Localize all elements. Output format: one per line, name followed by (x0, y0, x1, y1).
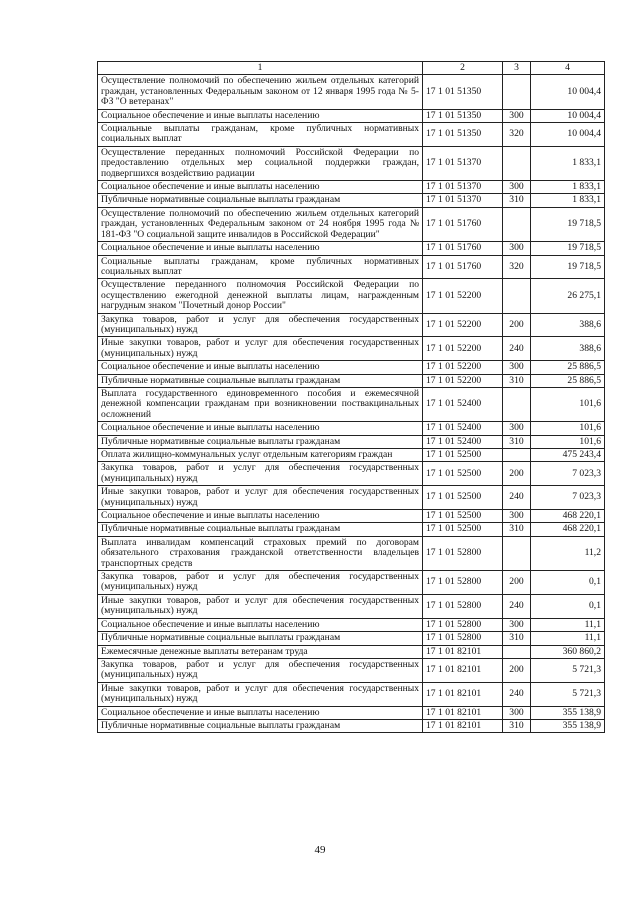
cell-code: 17 1 01 51350 (423, 75, 503, 109)
cell-code: 17 1 01 51370 (423, 181, 503, 194)
cell-amount: 11,1 (531, 632, 605, 645)
cell-code: 17 1 01 82101 (423, 658, 503, 682)
cell-amount: 355 138,9 (531, 719, 605, 732)
cell-name: Публичные нормативные социальные выплаты гражданам (98, 374, 423, 387)
cell-name: Закупка товаров, работ и услуг для обеспечения государственных (муниципальных) нужд (98, 571, 423, 595)
cell-amount: 25 886,5 (531, 374, 605, 387)
cell-vr (503, 207, 531, 241)
cell-code: 17 1 01 82101 (423, 719, 503, 732)
table-row (98, 645, 605, 658)
table-row (98, 361, 605, 374)
cell-vr: 240 (503, 594, 531, 618)
table-body (98, 75, 605, 733)
cell-vr (503, 449, 531, 462)
cell-vr: 310 (503, 194, 531, 207)
cell-vr: 300 (503, 181, 531, 194)
cell-amount: 1 833,1 (531, 181, 605, 194)
cell-name: Осуществление полномочий по обеспечению жильем отдельных категорий граждан, установленных Федеральным законом от 12 января 1995 года № 5-ФЗ "О ветеранах" (98, 75, 423, 109)
cell-amount: 7 023,3 (531, 462, 605, 486)
cell-name: Социальное обеспечение и иные выплаты населению (98, 361, 423, 374)
cell-code: 17 1 01 51760 (423, 242, 503, 255)
cell-amount: 475 243,4 (531, 449, 605, 462)
cell-vr: 240 (503, 486, 531, 510)
cell-vr: 310 (503, 523, 531, 536)
table-row (98, 706, 605, 719)
column-header-name: 1 (98, 62, 423, 75)
table-row (98, 279, 605, 313)
table-row (98, 313, 605, 337)
cell-code: 17 1 01 52800 (423, 536, 503, 570)
column-number-row (98, 62, 605, 75)
column-header-code: 2 (423, 62, 503, 75)
table-row (98, 658, 605, 682)
cell-code: 17 1 01 82101 (423, 706, 503, 719)
cell-amount: 11,1 (531, 618, 605, 631)
cell-amount: 1 833,1 (531, 194, 605, 207)
cell-amount: 468 220,1 (531, 523, 605, 536)
cell-vr: 320 (503, 255, 531, 279)
cell-code: 17 1 01 51350 (423, 123, 503, 147)
cell-amount: 1 833,1 (531, 146, 605, 180)
cell-name: Выплата инвалидам компенсаций страховых премий по договорам обязательного страхования гражданской ответственности владельцев транспортных средств (98, 536, 423, 570)
cell-vr: 300 (503, 510, 531, 523)
table-row (98, 146, 605, 180)
cell-code: 17 1 01 52200 (423, 337, 503, 361)
table-row (98, 594, 605, 618)
cell-name: Иные закупки товаров, работ и услуг для обеспечения государственных (муниципальных) нужд (98, 486, 423, 510)
cell-name: Социальное обеспечение и иные выплаты населению (98, 242, 423, 255)
cell-code: 17 1 01 52400 (423, 435, 503, 448)
cell-vr: 300 (503, 361, 531, 374)
cell-vr: 320 (503, 123, 531, 147)
cell-code: 17 1 01 51370 (423, 146, 503, 180)
table-row (98, 181, 605, 194)
cell-name: Иные закупки товаров, работ и услуг для обеспечения государственных (муниципальных) нужд (98, 337, 423, 361)
table-row (98, 109, 605, 122)
cell-code: 17 1 01 51370 (423, 194, 503, 207)
cell-amount: 19 718,5 (531, 242, 605, 255)
table-row (98, 75, 605, 109)
table-row (98, 207, 605, 241)
cell-amount: 0,1 (531, 571, 605, 595)
cell-name: Социальные выплаты гражданам, кроме публичных нормативных социальных выплат (98, 255, 423, 279)
cell-vr: 300 (503, 242, 531, 255)
cell-name: Публичные нормативные социальные выплаты гражданам (98, 523, 423, 536)
cell-amount: 19 718,5 (531, 207, 605, 241)
column-header-vr: 3 (503, 62, 531, 75)
cell-name: Социальное обеспечение и иные выплаты населению (98, 618, 423, 631)
cell-code: 17 1 01 82101 (423, 682, 503, 706)
cell-vr: 310 (503, 632, 531, 645)
cell-amount: 25 886,5 (531, 361, 605, 374)
cell-name: Иные закупки товаров, работ и услуг для обеспечения государственных (муниципальных) нужд (98, 594, 423, 618)
cell-vr: 240 (503, 337, 531, 361)
cell-amount: 11,2 (531, 536, 605, 570)
cell-vr (503, 146, 531, 180)
table-row (98, 449, 605, 462)
cell-code: 17 1 01 52200 (423, 279, 503, 313)
table-row (98, 194, 605, 207)
table-row (98, 682, 605, 706)
cell-code: 17 1 01 51760 (423, 255, 503, 279)
cell-vr: 300 (503, 422, 531, 435)
table-row (98, 510, 605, 523)
cell-amount: 10 004,4 (531, 123, 605, 147)
cell-name: Публичные нормативные социальные выплаты гражданам (98, 632, 423, 645)
table-row (98, 618, 605, 631)
cell-code: 17 1 01 52800 (423, 594, 503, 618)
cell-amount: 5 721,3 (531, 658, 605, 682)
cell-code: 17 1 01 52500 (423, 486, 503, 510)
table-row (98, 255, 605, 279)
table-row (98, 719, 605, 732)
cell-code: 17 1 01 52800 (423, 632, 503, 645)
cell-name: Социальное обеспечение и иные выплаты населению (98, 422, 423, 435)
cell-name: Социальное обеспечение и иные выплаты населению (98, 706, 423, 719)
column-header-amount: 4 (531, 62, 605, 75)
cell-amount: 355 138,9 (531, 706, 605, 719)
cell-name: Закупка товаров, работ и услуг для обеспечения государственных (муниципальных) нужд (98, 462, 423, 486)
cell-amount: 26 275,1 (531, 279, 605, 313)
page-number: 49 (314, 844, 326, 856)
cell-name: Ежемесячные денежные выплаты ветеранам труда (98, 645, 423, 658)
table-row (98, 242, 605, 255)
table-row (98, 337, 605, 361)
cell-name: Оплата жилищно-коммунальных услуг отдельным категориям граждан (98, 449, 423, 462)
cell-vr (503, 279, 531, 313)
cell-name: Осуществление полномочий по обеспечению жильем отдельных категорий граждан, установленных Федеральным законом от 24 ноября 1995 года № 181-ФЗ "О социальной защите инвалидов в Российской Федерации" (98, 207, 423, 241)
cell-vr: 200 (503, 658, 531, 682)
cell-amount: 5 721,3 (531, 682, 605, 706)
cell-amount: 101,6 (531, 435, 605, 448)
table-row (98, 374, 605, 387)
cell-amount: 468 220,1 (531, 510, 605, 523)
table-row (98, 387, 605, 421)
cell-vr: 310 (503, 435, 531, 448)
cell-vr: 200 (503, 571, 531, 595)
cell-amount: 101,6 (531, 387, 605, 421)
table-row (98, 486, 605, 510)
cell-name: Закупка товаров, работ и услуг для обеспечения государственных (муниципальных) нужд (98, 658, 423, 682)
cell-amount: 388,6 (531, 337, 605, 361)
table-row (98, 123, 605, 147)
cell-vr: 200 (503, 313, 531, 337)
table-row (98, 571, 605, 595)
cell-code: 17 1 01 51350 (423, 109, 503, 122)
cell-code: 17 1 01 52400 (423, 387, 503, 421)
cell-vr (503, 536, 531, 570)
cell-name: Иные закупки товаров, работ и услуг для обеспечения государственных (муниципальных) нужд (98, 682, 423, 706)
budget-table (97, 61, 605, 733)
cell-code: 17 1 01 51760 (423, 207, 503, 241)
table-row (98, 632, 605, 645)
cell-amount: 10 004,4 (531, 109, 605, 122)
cell-vr (503, 387, 531, 421)
cell-name: Осуществление переданных полномочий Российской Федерации по предоставлению отдельных мер социальной поддержки граждан, подвергшихся воздействию радиации (98, 146, 423, 180)
cell-vr: 240 (503, 682, 531, 706)
cell-name: Осуществление переданного полномочия Российской Федерации по осуществлению ежегодной денежной выплаты лицам, награжденным нагрудным знаком "Почетный донор России" (98, 279, 423, 313)
cell-vr: 300 (503, 618, 531, 631)
cell-vr: 300 (503, 706, 531, 719)
cell-code: 17 1 01 52800 (423, 618, 503, 631)
cell-vr: 310 (503, 719, 531, 732)
cell-name: Закупка товаров, работ и услуг для обеспечения государственных (муниципальных) нужд (98, 313, 423, 337)
table-row (98, 536, 605, 570)
cell-name: Публичные нормативные социальные выплаты гражданам (98, 719, 423, 732)
cell-vr: 300 (503, 109, 531, 122)
cell-name: Социальное обеспечение и иные выплаты населению (98, 181, 423, 194)
cell-vr: 310 (503, 374, 531, 387)
cell-code: 17 1 01 52500 (423, 449, 503, 462)
cell-code: 17 1 01 52500 (423, 510, 503, 523)
cell-code: 17 1 01 82101 (423, 645, 503, 658)
table-row (98, 462, 605, 486)
cell-vr (503, 75, 531, 109)
table-row (98, 422, 605, 435)
cell-code: 17 1 01 52800 (423, 571, 503, 595)
table-row (98, 435, 605, 448)
cell-code: 17 1 01 52200 (423, 313, 503, 337)
cell-code: 17 1 01 52200 (423, 374, 503, 387)
table-row (98, 523, 605, 536)
cell-name: Социальное обеспечение и иные выплаты населению (98, 109, 423, 122)
cell-amount: 101,6 (531, 422, 605, 435)
cell-code: 17 1 01 52200 (423, 361, 503, 374)
cell-vr (503, 645, 531, 658)
cell-amount: 10 004,4 (531, 75, 605, 109)
cell-amount: 388,6 (531, 313, 605, 337)
cell-amount: 19 718,5 (531, 255, 605, 279)
cell-vr: 200 (503, 462, 531, 486)
cell-code: 17 1 01 52500 (423, 523, 503, 536)
cell-amount: 7 023,3 (531, 486, 605, 510)
cell-amount: 0,1 (531, 594, 605, 618)
cell-name: Публичные нормативные социальные выплаты гражданам (98, 194, 423, 207)
cell-code: 17 1 01 52500 (423, 462, 503, 486)
cell-name: Социальное обеспечение и иные выплаты населению (98, 510, 423, 523)
cell-name: Выплата государственного единовременного пособия и ежемесячной денежной компенсации гражданам при возникновении поствакцинальных осложнений (98, 387, 423, 421)
cell-name: Социальные выплаты гражданам, кроме публичных нормативных социальных выплат (98, 123, 423, 147)
cell-amount: 360 860,2 (531, 645, 605, 658)
cell-code: 17 1 01 52400 (423, 422, 503, 435)
cell-name: Публичные нормативные социальные выплаты гражданам (98, 435, 423, 448)
